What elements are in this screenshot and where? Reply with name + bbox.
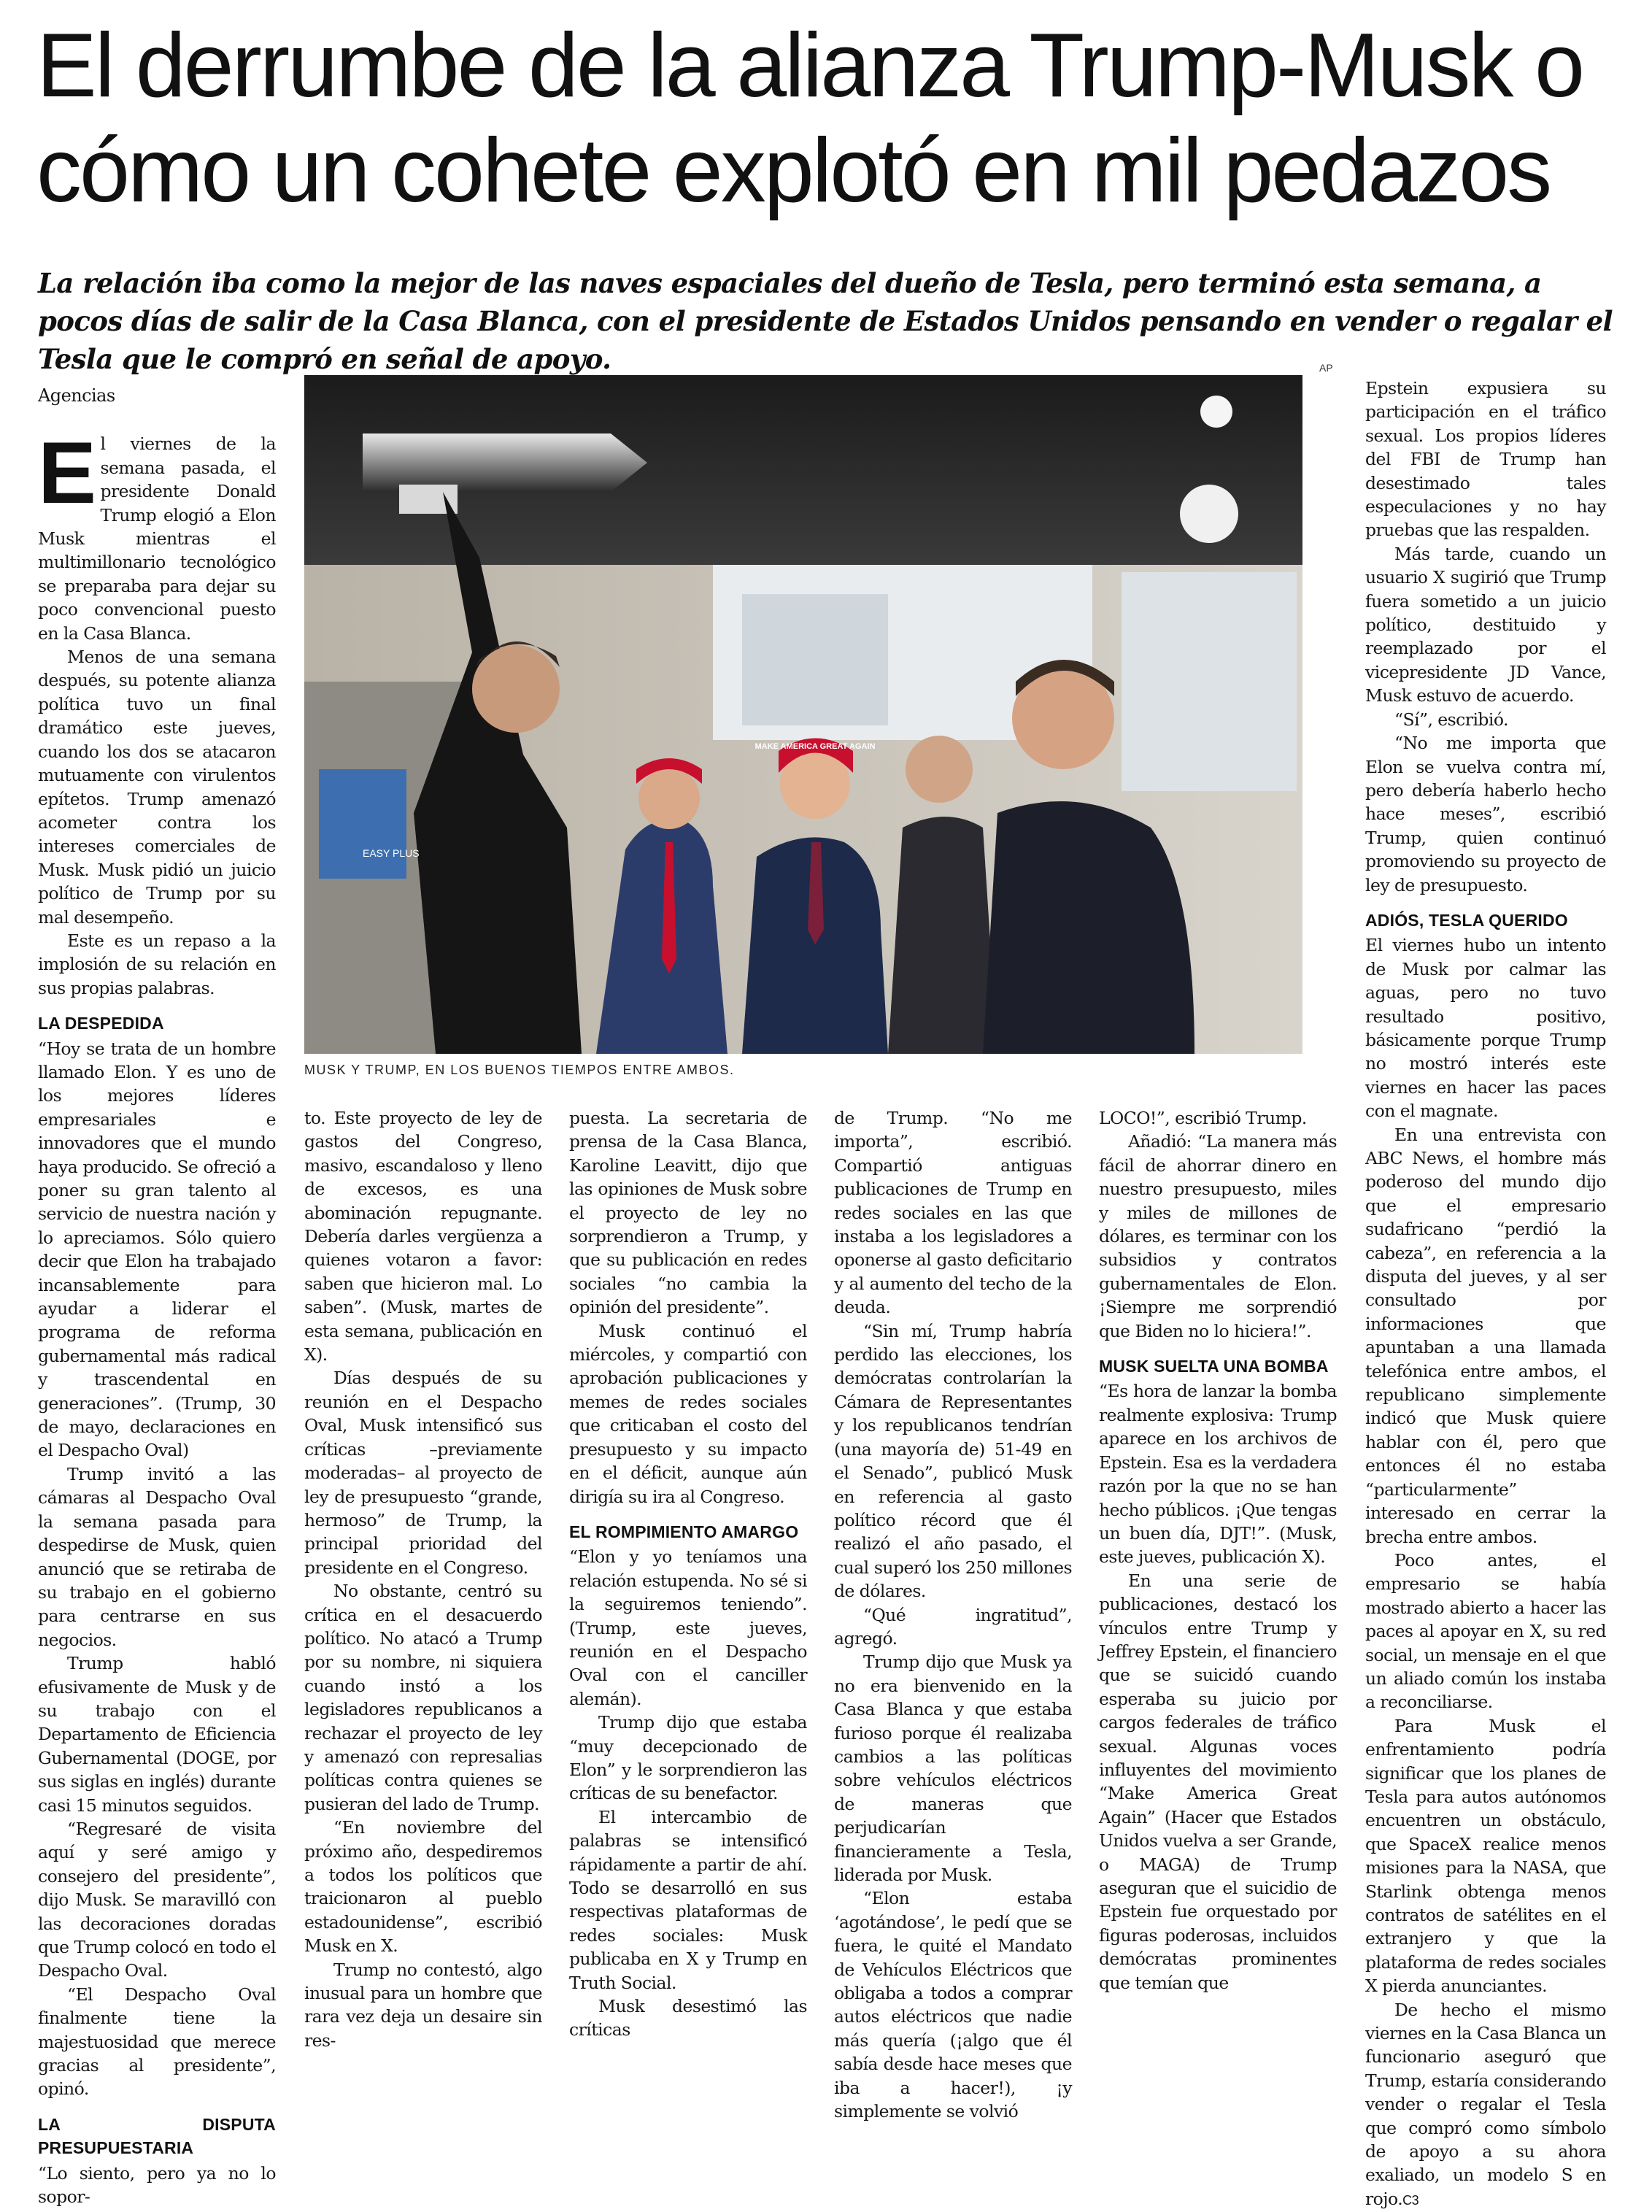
paragraph: Trump no contestó, algo inusual para un hombre que rara vez deja un desaire sin res- [304,1959,542,2051]
paragraph: Trump invitó a las cámaras al Despacho Oval la semana pasada para despedirse de Musk, quien anunció que se retiraba de su trabajo en el gobierno para centrarse en sus negocios. [38,1463,276,1650]
paragraph: “Qué ingratitud”, agregó. [834,1604,1072,1649]
paragraph: En una entrevista con ABC News, el hombre más poderoso del mundo dijo que el empresario sudafricano “perdió la cabeza”, en referencia a la disputa del jueves, y al ser consultado por informaciones que apuntaban a una llamada telefónica entre ambos, el republicano simplemente indicó que Musk quiere hablar con él, pero que entonces él no estaba “particularmente” interesado en cerrar la brecha entre ambos. [1365,1124,1606,1547]
section-heading: EL ROMPIMIENTO AMARGO [569,1522,799,1541]
byline: Agencias [38,385,115,406]
paragraph: Trump habló efusivamente de Musk y de su trabajo con el Departamento de Eficiencia Gubernamental (DOGE, por sus siglas en inglés) durante casi 15 minutos seguidos. [38,1653,276,1816]
paragraph: Días después de su reunión en el Despacho Oval, Musk intensificó sus críticas –previamente moderadas– al proyecto de ley de presupuesto “grande, hermoso” de Trump, la principal prioridad del presidente en el Congreso. [304,1368,542,1578]
sign-text: EASY PLUS [363,847,420,859]
paragraph: Añadió: “La manera más fácil de ahorrar dinero en nuestro presupuesto, miles y miles de millones de dólares, es terminar con los subsidios y contratos gubernamentales de Elon. ¡Siempre me sorprendió que Biden no lo hiciera!”. [1099,1131,1337,1341]
photo-illustration [304,375,1302,1054]
drop-cap: E [38,424,96,523]
paragraph: Musk desestimó las críticas [569,1996,807,2040]
section-heading: MUSK SUELTA UNA BOMBA [1099,1357,1329,1376]
deck-subtitle: La relación iba como la mejor de las naves espaciales del dueño de Tesla, pero terminó esta semana, a pocos días de salir de la Casa Blanca, con el presidente de Estados Unidos pensando en vender o regalar el Tesla que le compró en señal de apoyo. [38,267,1613,375]
lead-paragraph: El viernes de la semana pasada, el presidente Donald Trump elogió a Elon Musk mientras el multimillonario tecnológico se preparaba para dejar su poco convencional puesto en la Casa Blanca. [38,424,276,644]
section-heading: ADIÓS, TESLA QUERIDO [1365,910,1568,930]
paragraph: “Elon y yo teníamos una relación estupenda. No sé si la seguiremos teniendo”. (Trump, este jueves, reunión en el Despacho Oval con el canciller alemán). [569,1546,807,1709]
paragraph: Trump dijo que estaba “muy decepcionado de Elon” y le sorprendieron las críticas de su benefactor. [569,1712,807,1804]
article-column-5 [1099,1106,1337,1993]
paragraph: En una serie de publicaciones, destacó los vínculos entre Trump y Jeffrey Epstein, el financiero que se suicidó cuando esperaba su juicio por cargos federales de tráfico sexual. Algunas voces influyentes del movimiento “Make America Great Again” (Hacer que Estados Unidos vuelva a ser Grande, o MAGA) de Trump aseguran que el suicidio de Epstein fue orquestado por figuras poderosas, incluidos demócratas prominentes que temían que [1099,1570,1337,1993]
paragraph: Menos de una semana después, su potente alianza política tuvo un final dramático este jueves, cuando los dos se atacaron mutuamente con virulentos epítetos. Trump amenazó acometer contra los intereses comerciales de Musk. Musk pidió un juicio político de Trump por su mal desempeño. [38,647,276,928]
paragraph: Para Musk el enfrentamiento podría significar que los planes de Tesla para autos autónomos encuentren un obstáculo, que SpaceX realice menos misiones para la NASA, que Starlink obtenga menos contratos de satélites en el extranjero y que la plataforma de redes sociales X pierda anunciantes. [1365,1715,1606,1997]
paragraph: “Sí”, escribió. [1394,709,1508,730]
article-column-6 [1365,377,1606,2209]
paragraph: “Elon estaba ‘agotándose’, le pedí que se fuera, le quité el Mandato de Vehículos Eléctricos que obligaba a todos a comprar autos eléctricos que nadie más quería (¡algo que él sabía desde hace meses que iba a hacer!), ¡y simplemente se volvió [834,1888,1072,2122]
paragraph: El intercambio de palabras se intensificó rápidamente a partir de ahí. Todo se desarrolló en sus respectivas plataformas de redes sociales: Musk publicaba en X y Trump en Truth Social. [569,1806,807,1993]
paragraph: Musk continuó el miércoles, y compartió con aprobación publicaciones y memes de redes sociales que criticaban el costo del presupuesto y su impacto en el déficit, aunque aún dirigía su ira al Congreso. [569,1320,807,1507]
article-column-3 [569,1106,807,2040]
paragraph: puesta. La secretaria de prensa de la Casa Blanca, Karoline Leavitt, dijo que las opiniones de Musk sobre el proyecto de ley no sorprendieron a Trump, y que su publicación en redes sociales “no cambia la opinión del presidente”. [569,1108,807,1318]
paragraph: “En noviembre del próximo año, despediremos a todos los políticos que traicionaron al pueblo estadounidense”, escribió Musk en X. [304,1817,542,1957]
photo-credit: AP [1319,362,1333,374]
paragraph: El viernes hubo un intento de Musk por calmar las aguas, pero no tuvo resultado positivo, básicamente porque Trump no mostró interés este viernes en hacer las paces con el magnate. [1365,935,1606,1122]
paragraph: “Es hora de lanzar la bomba realmente explosiva: Trump aparece en los archivos de Epstein. Esa es la verdadera razón por la que no se han hecho públicos. ¡Que tengas un buen día, DJT!”. (Musk, este jueves, publicación X). [1099,1381,1337,1568]
paragraph: De hecho el mismo viernes en la Casa Blanca un funcionario aseguró que Trump, estaría considerando vender o regalar el Tesla que compró como símbolo de apoyo a su ahora exaliado, un modelo S en rojo.C3 [1365,1999,1606,2209]
section-heading: LA DESPEDIDA [38,1014,164,1033]
news-photo [304,375,1302,1054]
article-column-2 [304,1106,542,2051]
paragraph: Más tarde, cuando un usuario X sugirió que Trump fuera sometido a un juicio político, destituido y reemplazado por el vicepresidente JD Vance, Musk estuvo de acuerdo. [1365,543,1606,706]
photo-caption: MUSK Y TRUMP, EN LOS BUENOS TIEMPOS ENTRE AMBOS. [304,1063,735,1077]
paragraph: “Lo siento, pero ya no lo sopor- [38,2162,276,2208]
paragraph: Trump dijo que Musk ya no era bienvenido en la Casa Blanca y que estaba furioso porque él realizaba cambios a las políticas sobre vehículos eléctricos de maneras que perjudicarían financieramente a Tesla, liderada por Musk. [834,1652,1072,1885]
headline: El derrumbe de la alianza Trump-Musk o cómo un cohete explotó en mil pedazos [36,15,1583,221]
paragraph: de Trump. “No me importa”, escribió. Compartió antiguas publicaciones de Trump en redes sociales en las que instaba a los legisladores a oponerse al gasto deficitario y al aumento del techo de la deuda. [834,1108,1072,1318]
end-mark: C3 [1402,2192,1419,2208]
paragraph: “El Despacho Oval finalmente tiene la majestuosidad que merece gracias al presidente”, opinó. [38,1984,276,2100]
paragraph: “Hoy se trata de un hombre llamado Elon. Y es uno de los mejores líderes empresariales e innovadores que el mundo haya producido. Se ofreció a poner su gran talento al servicio de nuestra nación y lo apreciamos. Sólo quiero decir que Elon ha trabajado incansablemente para ayudar a liderar el programa de reforma gubernamental más radical y trascendental en generaciones”. (Trump, 30 de mayo, declaraciones en el Despacho Oval) [38,1038,276,1461]
article-column-1 [38,379,276,2208]
paragraph: Poco antes, el empresario se había mostrado abierto a hacer las paces al apoyar en X, su red social, un mensaje en el que un aliado común los instaba a reconciliarse. [1365,1549,1606,1713]
paragraph: Epstein expusiera su participación en el tráfico sexual. Los propios líderes del FBI de Trump han desestimado tales especulaciones y no hay pruebas que las respalden. [1365,378,1606,541]
paragraph: LOCO!”, escribió Trump. [1099,1108,1307,1128]
paragraph: “No me importa que Elon se vuelva contra mí, pero debería haberlo hecho hace meses”, escribió Trump, quien continuó promoviendo su proyecto de ley de presupuesto. [1365,733,1606,895]
paragraph: “Regresaré de visita aquí y seré amigo y consejero del presidente”, dijo Musk. Se maravilló con las decoraciones doradas que Trump colocó en todo el Despacho Oval. [38,1818,276,1981]
paragraph: to. Este proyecto de ley de gastos del Congreso, masivo, escandaloso y lleno de excesos, es una abominación repugnante. Debería darles vergüenza a quienes votaron a favor: saben que hicieron mal. Lo saben”. (Musk, martes de esta semana, publicación en X). [304,1108,542,1365]
section-heading: LA DISPUTA PRESUPUESTARIA [38,2114,276,2158]
article-column-4 [834,1106,1072,2122]
paragraph: “Sin mí, Trump habría perdido las elecciones, los demócratas controlarían la Cámara de Representantes y los republicanos tendrían (una mayoría de) 51-49 en el Senado”, publicó Musk en referencia al gasto político récord que él realizó el año pasado, el cual superó los 250 millones de dólares. [834,1320,1072,1602]
paragraph: Este es un repaso a la implosión de su relación en sus propias palabras. [38,930,276,998]
paragraph: No obstante, centró su crítica en el desacuerdo político. No atacó a Trump por su nombre, ni siquiera cuando instó a los legisladores republicanos a rechazar el proyecto de ley y amenazó con represalias políticas contra quienes se pusieran del lado de Trump. [304,1581,542,1814]
cap-slogan: MAKE AMERICA GREAT AGAIN [754,742,876,751]
